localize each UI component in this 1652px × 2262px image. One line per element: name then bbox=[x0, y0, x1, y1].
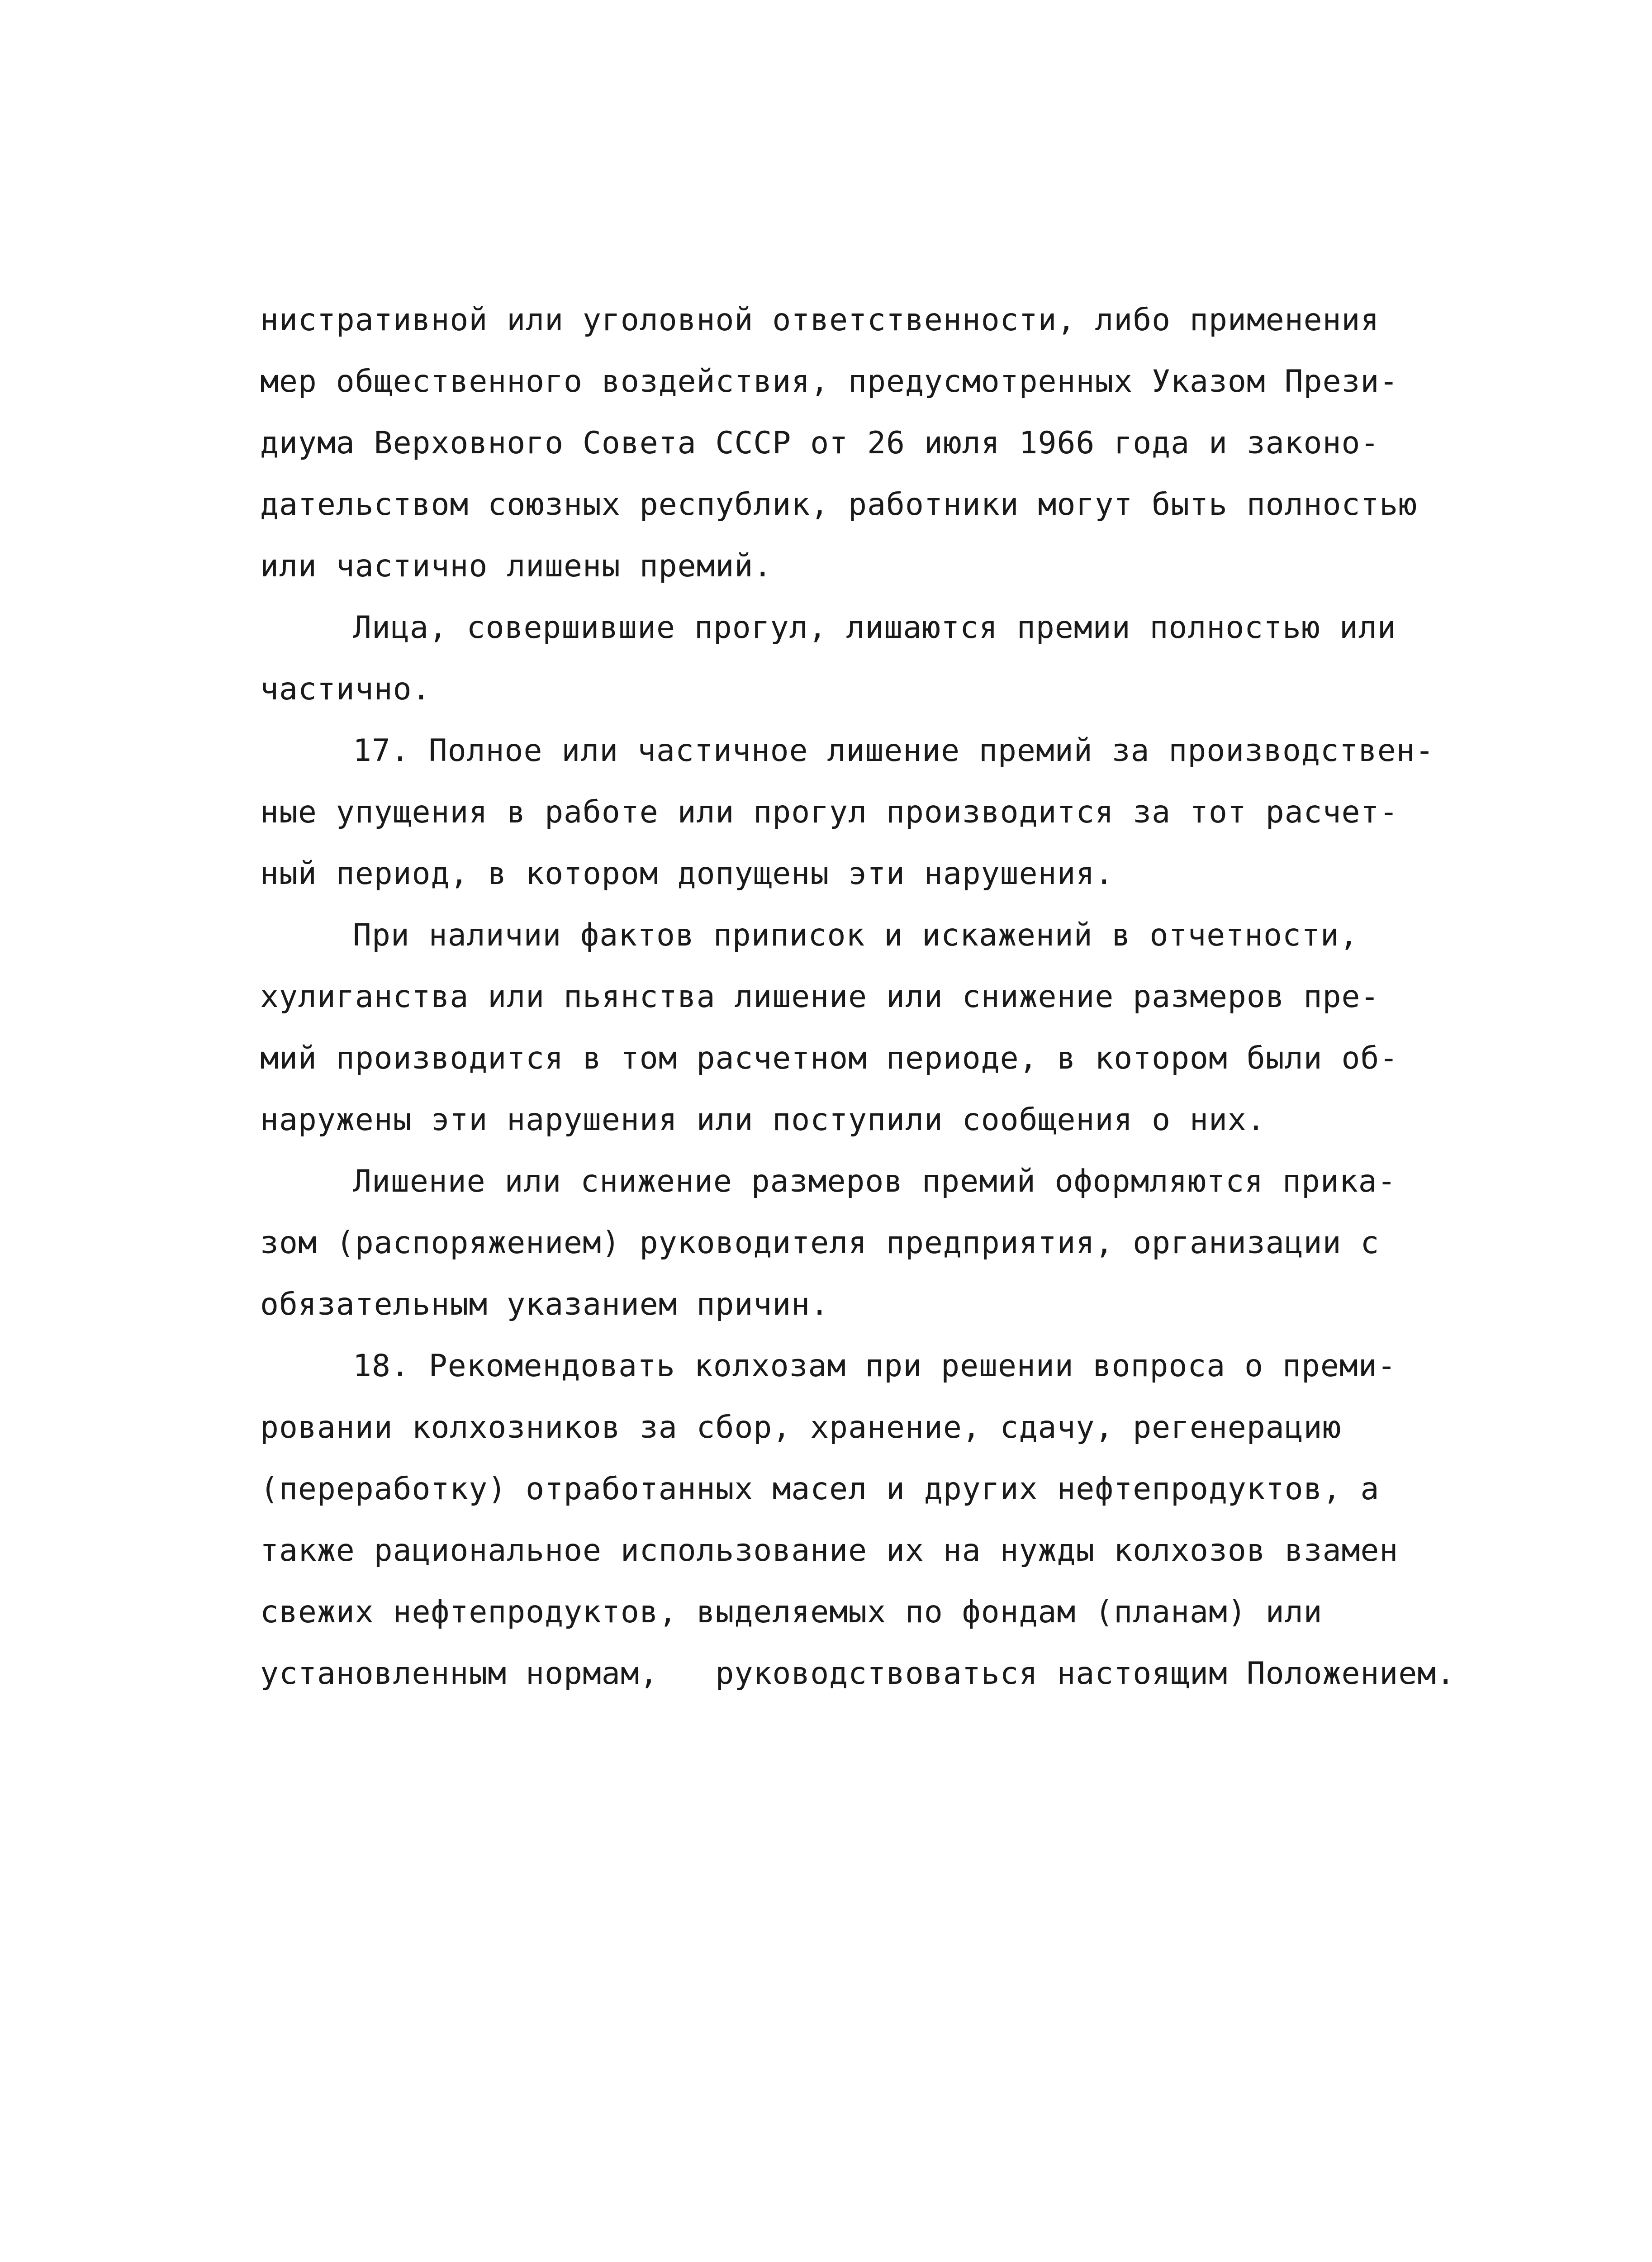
text-line: или частично лишены премий. bbox=[260, 548, 773, 584]
text-line: мер общественного воздействия, предусмотренных Указом Прези- bbox=[260, 364, 1399, 399]
text-line: обязательным указанием причин. bbox=[260, 1287, 830, 1322]
text-line: 17. Полное или частичное лишение премий за производствен- bbox=[353, 733, 1434, 769]
text-line: хулиганства или пьянства лишение или снижение размеров пре- bbox=[260, 979, 1380, 1015]
text-line: частично. bbox=[260, 671, 431, 707]
text-line: также рациональное использование их на нужды колхозов взамен bbox=[260, 1533, 1399, 1568]
text-line: зом (распоряжением) руководителя предприятия, организации с bbox=[260, 1225, 1380, 1261]
text-line: ровании колхозников за сбор, хранение, сдачу, регенерацию bbox=[260, 1410, 1342, 1445]
text-line: ные упущения в работе или прогул производится за тот расчет- bbox=[260, 794, 1399, 830]
text-line: ный период, в котором допущены эти нарушения. bbox=[260, 856, 1114, 892]
text-line: диума Верховного Совета СССР от 26 июля 1966 года и законо- bbox=[260, 425, 1380, 461]
text-line: 18. Рекомендовать колхозам при решении вопроса о преми- bbox=[353, 1348, 1396, 1384]
text-line: установленным нормам, руководствоваться настоящим Положением. bbox=[260, 1656, 1456, 1692]
text-line: нистративной или уголовной ответственности, либо применения bbox=[260, 302, 1380, 338]
text-line: наружены эти нарушения или поступили сообщения о них. bbox=[260, 1102, 1266, 1138]
text-line: (переработку) отработанных масел и других нефтепродуктов, а bbox=[260, 1471, 1380, 1507]
text-line: Лишение или снижение размеров премий оформляются прика- bbox=[353, 1164, 1396, 1199]
text-line: При наличии фактов приписок и искажений в отчетности, bbox=[353, 917, 1358, 953]
text-line: дательством союзных республик, работники могут быть полностью bbox=[260, 487, 1418, 523]
document-body bbox=[260, 290, 1509, 1705]
text-line: свежих нефтепродуктов, выделяемых по фондам (планам) или bbox=[260, 1594, 1323, 1630]
text-line: мий производится в том расчетном периоде, в котором были об- bbox=[260, 1041, 1399, 1076]
text-line: Лица, совершившие прогул, лишаются премии полностью или bbox=[353, 610, 1396, 646]
